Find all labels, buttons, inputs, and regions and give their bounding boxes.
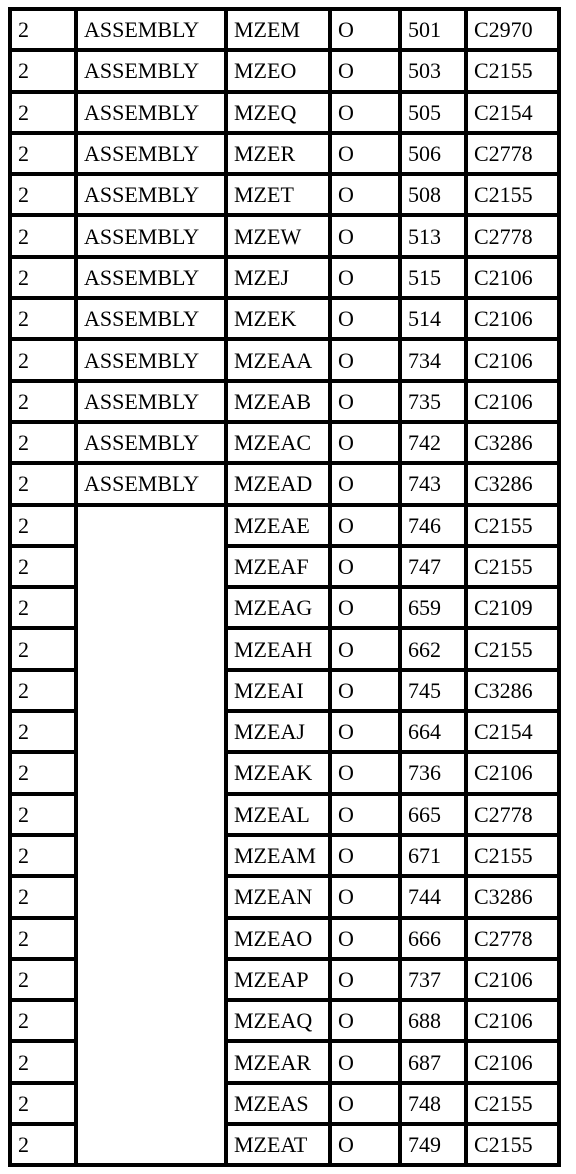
type-cell: ASSEMBLY (78, 11, 224, 48)
number-cell: 736 (402, 754, 464, 791)
number-cell: 515 (402, 259, 464, 296)
qty-cell: 2 (12, 589, 74, 626)
code-cell: MZEAD (228, 465, 328, 502)
reference-cell: C2109 (468, 589, 557, 626)
reference-cell: C2155 (468, 1085, 557, 1122)
flag-cell: O (332, 672, 398, 709)
number-cell: 745 (402, 672, 464, 709)
table-row (12, 52, 557, 89)
qty-cell: 2 (12, 465, 74, 502)
code-cell: MZEM (228, 11, 328, 48)
flag-cell: O (332, 878, 398, 915)
code-cell: MZEAI (228, 672, 328, 709)
flag-cell: O (332, 94, 398, 131)
flag-cell: O (332, 630, 398, 667)
reference-cell: C2778 (468, 217, 557, 254)
number-cell: 508 (402, 176, 464, 213)
qty-cell: 2 (12, 961, 74, 998)
reference-cell: C2106 (468, 341, 557, 378)
flag-cell: O (332, 11, 398, 48)
reference-cell: C2106 (468, 1002, 557, 1039)
code-cell: MZEAE (228, 507, 328, 544)
qty-cell: 2 (12, 424, 74, 461)
flag-cell: O (332, 796, 398, 833)
qty-cell: 2 (12, 52, 74, 89)
number-cell: 743 (402, 465, 464, 502)
qty-cell: 2 (12, 713, 74, 750)
number-cell: 748 (402, 1085, 464, 1122)
flag-cell: O (332, 259, 398, 296)
number-cell: 513 (402, 217, 464, 254)
code-cell: MZEAH (228, 630, 328, 667)
table-row (12, 300, 557, 337)
code-cell: MZEAB (228, 383, 328, 420)
reference-cell: C2970 (468, 11, 557, 48)
flag-cell: O (332, 1085, 398, 1122)
reference-cell: C2106 (468, 1043, 557, 1080)
reference-cell: C2155 (468, 176, 557, 213)
flag-cell: O (332, 52, 398, 89)
type-cell: ASSEMBLY (78, 217, 224, 254)
number-cell: 501 (402, 11, 464, 48)
number-cell: 664 (402, 713, 464, 750)
table-row (12, 94, 557, 131)
code-cell: MZEAA (228, 341, 328, 378)
qty-cell: 2 (12, 300, 74, 337)
qty-cell: 2 (12, 94, 74, 131)
number-cell: 734 (402, 341, 464, 378)
type-cell-merged-blank (78, 507, 224, 1164)
type-cell: ASSEMBLY (78, 383, 224, 420)
flag-cell: O (332, 1043, 398, 1080)
qty-cell: 2 (12, 548, 74, 585)
number-cell: 688 (402, 1002, 464, 1039)
qty-cell: 2 (12, 920, 74, 957)
reference-cell: C2155 (468, 507, 557, 544)
reference-cell: C3286 (468, 424, 557, 461)
reference-cell: C2778 (468, 920, 557, 957)
qty-cell: 2 (12, 1085, 74, 1122)
reference-cell: C2106 (468, 961, 557, 998)
reference-cell: C2106 (468, 754, 557, 791)
number-cell: 746 (402, 507, 464, 544)
qty-cell: 2 (12, 507, 74, 544)
reference-cell: C2155 (468, 1126, 557, 1163)
table-row (12, 424, 557, 461)
flag-cell: O (332, 1002, 398, 1039)
reference-cell: C2154 (468, 713, 557, 750)
reference-cell: C2106 (468, 383, 557, 420)
code-cell: MZEAR (228, 1043, 328, 1080)
reference-cell: C2155 (468, 630, 557, 667)
reference-cell: C2106 (468, 300, 557, 337)
reference-cell: C2155 (468, 52, 557, 89)
flag-cell: O (332, 920, 398, 957)
qty-cell: 2 (12, 754, 74, 791)
number-cell: 671 (402, 837, 464, 874)
flag-cell: O (332, 217, 398, 254)
type-cell: ASSEMBLY (78, 94, 224, 131)
code-cell: MZEAG (228, 589, 328, 626)
reference-cell: C3286 (468, 465, 557, 502)
code-cell: MZEAP (228, 961, 328, 998)
number-cell: 505 (402, 94, 464, 131)
flag-cell: O (332, 424, 398, 461)
flag-cell: O (332, 837, 398, 874)
number-cell: 503 (402, 52, 464, 89)
qty-cell: 2 (12, 176, 74, 213)
table-row (12, 217, 557, 254)
qty-cell: 2 (12, 796, 74, 833)
type-cell: ASSEMBLY (78, 135, 224, 172)
qty-cell: 2 (12, 383, 74, 420)
flag-cell: O (332, 754, 398, 791)
reference-cell: C2155 (468, 548, 557, 585)
number-cell: 735 (402, 383, 464, 420)
flag-cell: O (332, 465, 398, 502)
type-cell: ASSEMBLY (78, 259, 224, 296)
flag-cell: O (332, 383, 398, 420)
qty-cell: 2 (12, 217, 74, 254)
qty-cell: 2 (12, 259, 74, 296)
reference-cell: C2778 (468, 796, 557, 833)
table-row (12, 465, 557, 502)
code-cell: MZEAM (228, 837, 328, 874)
table-row (12, 176, 557, 213)
number-cell: 747 (402, 548, 464, 585)
number-cell: 687 (402, 1043, 464, 1080)
reference-cell: C3286 (468, 672, 557, 709)
qty-cell: 2 (12, 341, 74, 378)
table-row (12, 383, 557, 420)
code-cell: MZEQ (228, 94, 328, 131)
number-cell: 666 (402, 920, 464, 957)
qty-cell: 2 (12, 672, 74, 709)
flag-cell: O (332, 548, 398, 585)
qty-cell: 2 (12, 1002, 74, 1039)
code-cell: MZEAO (228, 920, 328, 957)
table-row (12, 259, 557, 296)
table-row (12, 11, 557, 48)
code-cell: MZEO (228, 52, 328, 89)
number-cell: 742 (402, 424, 464, 461)
qty-cell: 2 (12, 878, 74, 915)
code-cell: MZEAF (228, 548, 328, 585)
number-cell: 749 (402, 1126, 464, 1163)
qty-cell: 2 (12, 1043, 74, 1080)
table-row (12, 507, 557, 544)
code-cell: MZEJ (228, 259, 328, 296)
code-cell: MZEK (228, 300, 328, 337)
type-cell: ASSEMBLY (78, 424, 224, 461)
reference-cell: C3286 (468, 878, 557, 915)
code-cell: MZET (228, 176, 328, 213)
type-cell: ASSEMBLY (78, 52, 224, 89)
qty-cell: 2 (12, 11, 74, 48)
flag-cell: O (332, 135, 398, 172)
reference-cell: C2155 (468, 837, 557, 874)
number-cell: 659 (402, 589, 464, 626)
flag-cell: O (332, 507, 398, 544)
code-cell: MZEAT (228, 1126, 328, 1163)
type-cell: ASSEMBLY (78, 465, 224, 502)
type-cell: ASSEMBLY (78, 176, 224, 213)
number-cell: 662 (402, 630, 464, 667)
code-cell: MZEAK (228, 754, 328, 791)
number-cell: 744 (402, 878, 464, 915)
code-cell: MZEAC (228, 424, 328, 461)
code-cell: MZEAJ (228, 713, 328, 750)
qty-cell: 2 (12, 837, 74, 874)
number-cell: 514 (402, 300, 464, 337)
code-cell: MZEAQ (228, 1002, 328, 1039)
code-cell: MZEAN (228, 878, 328, 915)
code-cell: MZEW (228, 217, 328, 254)
flag-cell: O (332, 589, 398, 626)
number-cell: 506 (402, 135, 464, 172)
flag-cell: O (332, 300, 398, 337)
type-cell: ASSEMBLY (78, 341, 224, 378)
number-cell: 665 (402, 796, 464, 833)
flag-cell: O (332, 961, 398, 998)
parts-table-container (8, 7, 561, 1167)
qty-cell: 2 (12, 630, 74, 667)
type-cell: ASSEMBLY (78, 300, 224, 337)
flag-cell: O (332, 176, 398, 213)
code-cell: MZEAL (228, 796, 328, 833)
table-row (12, 135, 557, 172)
reference-cell: C2154 (468, 94, 557, 131)
table-row (12, 341, 557, 378)
qty-cell: 2 (12, 135, 74, 172)
flag-cell: O (332, 1126, 398, 1163)
flag-cell: O (332, 713, 398, 750)
code-cell: MZEAS (228, 1085, 328, 1122)
flag-cell: O (332, 341, 398, 378)
reference-cell: C2778 (468, 135, 557, 172)
number-cell: 737 (402, 961, 464, 998)
code-cell: MZER (228, 135, 328, 172)
qty-cell: 2 (12, 1126, 74, 1163)
reference-cell: C2106 (468, 259, 557, 296)
parts-table-body (12, 11, 557, 1163)
parts-table (8, 7, 561, 1167)
